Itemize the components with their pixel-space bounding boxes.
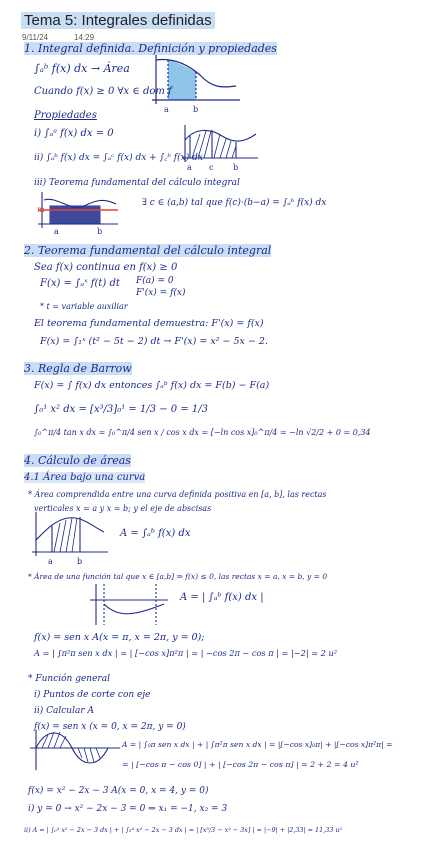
g3-label-a: a: [54, 227, 59, 236]
page-title: Tema 5: Integrales definidas: [21, 12, 215, 29]
g2-label-b: b: [233, 163, 239, 172]
s1-property-3: iii) Teorema fundamental del cálculo integral: [34, 178, 240, 188]
s4-example-3: f(x) = x² − 2x − 3 A(x = 0, x = 4, y = 0): [28, 786, 209, 796]
s4-bullet-1b: verticales x = a y x = b; y el eje de abscisas: [34, 504, 212, 513]
s2-line-4: El teorema fundamental demuestra: F'(x) = f(x): [34, 318, 264, 329]
section-2-heading: 2. Teorema fundamental del cálculo integral: [24, 244, 272, 257]
s3-line-1: F(x) = ∫ f(x) dx entonces ∫ₐᵇ f(x) dx = F(b) − F(a): [34, 380, 270, 391]
s4-bullet-3a: i) Puntos de corte con eje: [34, 690, 151, 700]
s4-formula-2: A = | ∫ₐᵇ f(x) dx |: [180, 592, 264, 603]
s4-example-1: f(x) = sen x A(x = π, x = 2π, y = 0);: [34, 632, 205, 643]
s3-line-2: ∫₀¹ x² dx = [x³/3]₀¹ = 1/3 − 0 = 1/3: [34, 404, 208, 415]
s1-condition: Cuando f(x) ≥ 0 ∀x ∈ dom f: [34, 86, 172, 97]
section-3-heading: 3. Regla de Barrow: [24, 362, 132, 375]
s4-example-2b: A = | ∫₀π sen x dx | + | ∫π²π sen x dx | = |[−cos x]₀π| + |[−cos x]π²π| =: [122, 740, 393, 749]
graph-area-positive: [32, 512, 108, 556]
s4-example-3a: i) y = 0 → x² − 2x − 3 = 0 ⇒ x₁ = −1, x₂ = 3: [28, 804, 228, 814]
g3-label-m: m: [37, 205, 45, 214]
s4-example-2c: = | [−cos π − cos 0] | + | [−cos 2π − cos π] | = 2 + 2 = 4 u²: [122, 760, 359, 769]
s4-bullet-3: * Función general: [28, 674, 110, 684]
g4-label-a: a: [48, 557, 53, 566]
page-date: 9/11/24: [22, 33, 49, 42]
s1-property-2: ii) ∫ₐᵇ f(x) dx = ∫ₐᶜ f(x) dx + ∫꜀ᵇ f(x) dx: [34, 153, 203, 163]
s4-example-3b: ii) A = | ∫₀³ x² − 2x − 3 dx | + | ∫₃⁴ x² − 2x − 3 dx | = | [x³/3 − x² − 3x] | = |−9| + |2,33| = 11,33 u²: [24, 826, 343, 834]
page-time: 14:29: [74, 33, 95, 42]
s4-example-1b: A = | ∫π²π sen x dx | = | [−cos x]π²π | = | −cos 2π − cos π | = |−2| = 2 u²: [34, 648, 338, 658]
g4-label-b: b: [77, 557, 83, 566]
graph-sine: [30, 730, 120, 770]
s4-formula-1: A = ∫ₐᵇ f(x) dx: [120, 528, 191, 539]
section-1-heading: 1. Integral definida. Definición y propiedades: [24, 42, 277, 55]
s4-bullet-1: * Área comprendida entre una curva definida positiva en [a, b], las rectas: [28, 490, 327, 499]
s1-definition: ∫ₐᵇ f(x) dx → Área: [34, 62, 130, 75]
s4-bullet-3b: ii) Calcular A: [34, 706, 95, 716]
s4-example-2: f(x) = sen x (x = 0, x = 2π, y = 0): [34, 722, 186, 732]
s2-line-1: Sea f(x) continua en f(x) ≥ 0: [34, 262, 178, 273]
s4-bullet-2: * Área de una función tal que x ∈ [a,b] ⇒ f(x) ≤ 0, las rectas x = a, x = b, y = 0: [28, 572, 328, 581]
s1-properties-title: Propiedades: [34, 110, 97, 121]
s2-line-2c: F'(x) = f(x): [136, 288, 186, 298]
g2-label-c: c: [209, 163, 214, 172]
s4-subheading: 4.1 Área bajo una curva: [24, 472, 146, 483]
section-4-heading: 4. Cálculo de áreas: [24, 454, 131, 467]
graph-area-negative: [90, 584, 168, 625]
graph-mean-value: [38, 192, 118, 228]
g2-label-a: a: [187, 163, 192, 172]
s2-line-2: F(x) = ∫ₐˣ f(t) dt: [40, 278, 120, 289]
g1-label-b: b: [193, 105, 199, 114]
g1-label-a: a: [164, 105, 169, 114]
s1-property-3-statement: ∃ c ∈ (a,b) tal que f(c)·(b−a) = ∫ₐᵇ f(x) dx: [142, 198, 327, 208]
g3-label-b: b: [97, 227, 103, 236]
s2-line-2b: F(a) = 0: [136, 276, 174, 286]
s1-property-1: i) ∫ₐᵃ f(x) dx = 0: [34, 128, 114, 139]
s3-line-3: ∫₀^π/4 tan x dx = ∫₀^π/4 sen x / cos x dx = [−ln cos x]₀^π/4 = −ln √2/2 + 0 = 0,34: [34, 428, 371, 437]
s2-line-3: * t = variable auxiliar: [40, 302, 128, 311]
s2-line-5: F(x) = ∫₁ˣ (t² − 5t − 2) dt → F'(x) = x² − 5x − 2.: [40, 336, 268, 347]
